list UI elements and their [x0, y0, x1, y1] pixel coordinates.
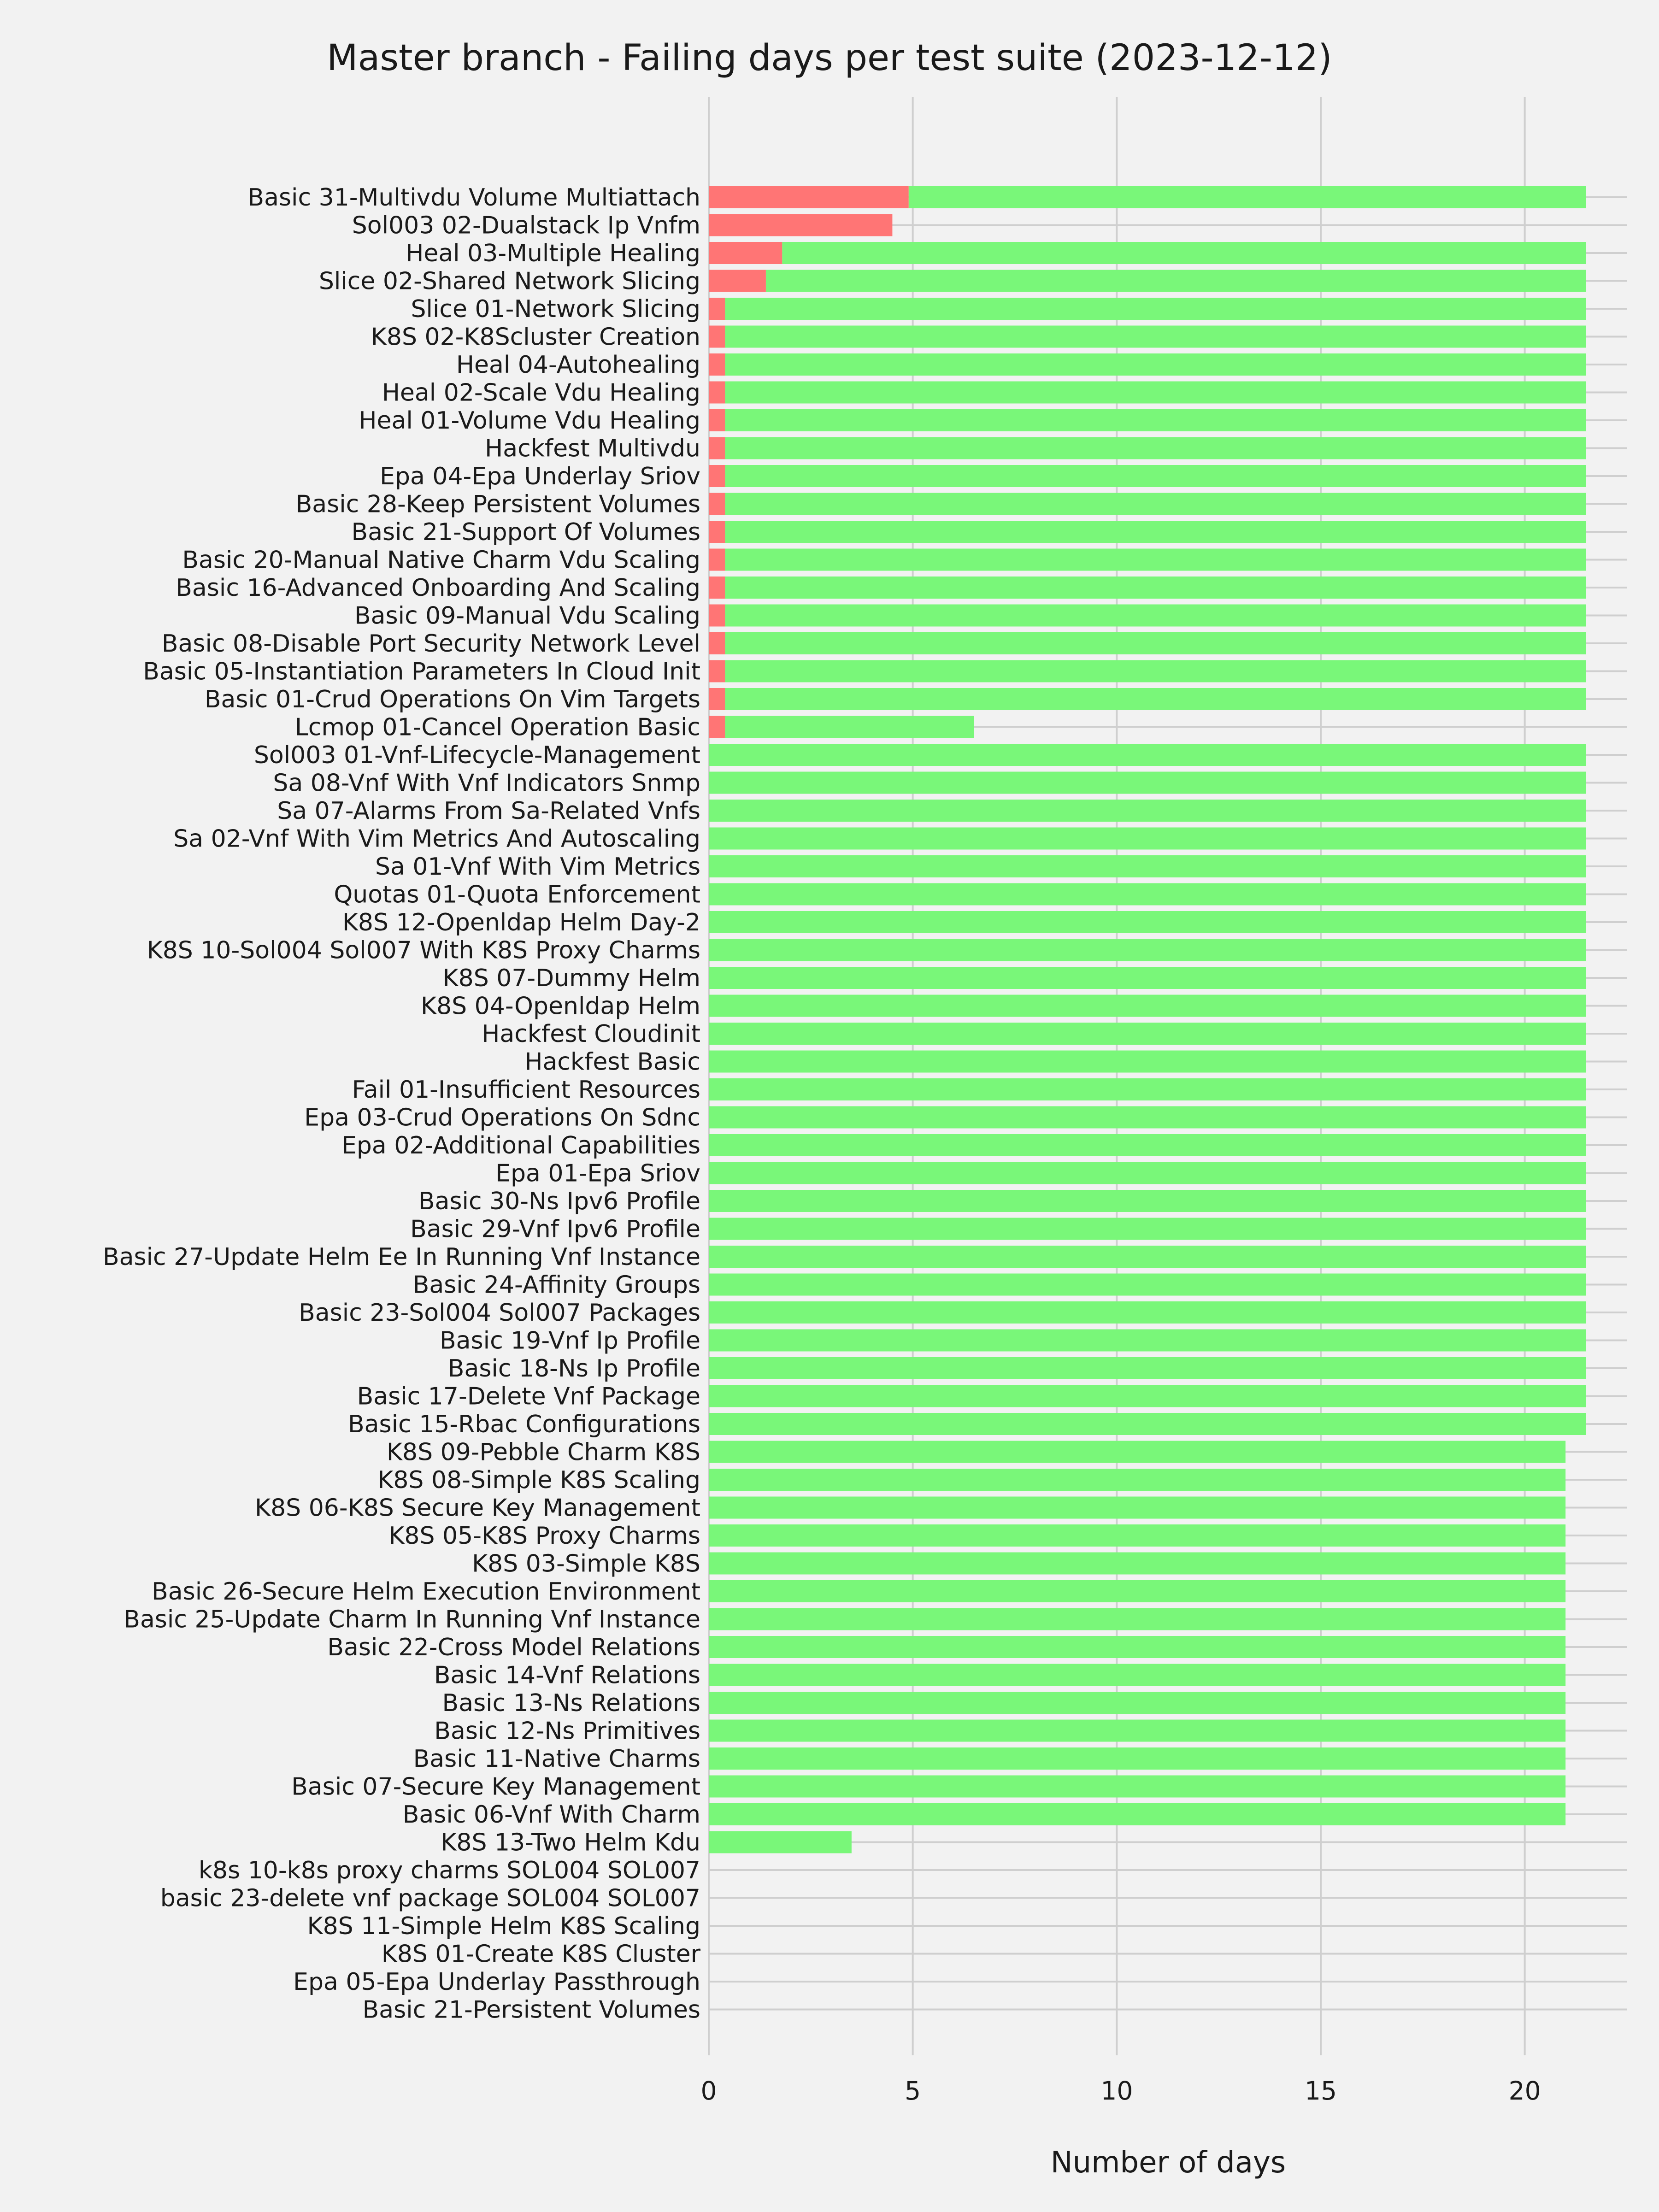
bar-failing [709, 186, 909, 208]
bar-failing [709, 688, 725, 710]
bar-passing [725, 437, 1586, 459]
bar-passing [709, 1441, 1565, 1463]
category-label: K8S 02-K8Scluster Creation [371, 323, 700, 351]
bar-passing [709, 1134, 1586, 1156]
bar-passing [709, 1636, 1565, 1658]
category-label: Sa 01-Vnf With Vim Metrics [375, 853, 700, 881]
category-label: Sa 08-Vnf With Vnf Indicators Snmp [273, 769, 700, 797]
category-label: Basic 28-Keep Persistent Volumes [295, 490, 700, 518]
bar-passing [709, 967, 1586, 989]
bar-passing [725, 577, 1586, 599]
category-label: Basic 05-Instantiation Parameters In Cloud Init [143, 658, 700, 686]
bar-failing [709, 214, 892, 236]
category-label: K8S 11-Simple Helm K8S Scaling [307, 1912, 700, 1940]
category-label: K8S 13-Two Helm Kdu [441, 1829, 700, 1857]
bar-failing [709, 521, 725, 543]
category-label: Hackfest Cloudinit [482, 1020, 700, 1048]
category-label: K8S 03-Simple K8S [472, 1550, 700, 1578]
category-label: Basic 29-Vnf Ipv6 Profile [410, 1215, 700, 1243]
bar-passing [709, 1357, 1586, 1379]
category-label: Basic 31-Multivdu Volume Multiattach [247, 184, 700, 212]
category-label: K8S 10-Sol004 Sol007 With K8S Proxy Charms [147, 936, 700, 965]
bar-passing [709, 1162, 1586, 1184]
bar-passing [725, 382, 1586, 404]
bar-failing [709, 549, 725, 571]
category-label: K8S 07-Dummy Helm [442, 965, 700, 992]
category-label: Basic 16-Advanced Onboarding And Scaling [176, 574, 700, 602]
category-label: Sa 02-Vnf With Vim Metrics And Autoscaling [173, 825, 700, 853]
category-label: K8S 09-Pebble Charm K8S [386, 1438, 700, 1466]
category-label: Lcmop 01-Cancel Operation Basic [294, 713, 700, 741]
category-label: Basic 26-Secure Helm Execution Environment [152, 1578, 700, 1606]
bar-passing [709, 1301, 1586, 1324]
category-label: Basic 21-Persistent Volumes [362, 1996, 700, 2024]
x-tick-label: 0 [700, 2076, 717, 2106]
bar-passing [725, 688, 1586, 710]
category-label: Heal 02-Scale Vdu Healing [382, 379, 700, 407]
bar-failing [709, 577, 725, 599]
category-label: Basic 13-Ns Relations [442, 1689, 700, 1717]
x-tick-label: 10 [1100, 2076, 1133, 2106]
bar-passing [709, 1776, 1565, 1798]
bar-passing [709, 883, 1586, 906]
bar-passing [725, 549, 1586, 571]
bar-passing [725, 465, 1586, 487]
category-label: Heal 04-Autohealing [456, 351, 700, 379]
x-tick-label: 5 [905, 2076, 921, 2106]
bar-passing [725, 326, 1586, 348]
bar-passing [725, 298, 1586, 320]
bar-passing [709, 1803, 1565, 1825]
bar-passing [709, 1023, 1586, 1045]
category-label: Epa 04-Epa Underlay Sriov [380, 463, 700, 490]
category-label: Slice 01-Network Slicing [411, 295, 700, 323]
category-label: Hackfest Multivdu [485, 435, 700, 463]
bar-failing [709, 437, 725, 459]
bar-failing [709, 660, 725, 682]
category-label: Basic 18-Ns Ip Profile [447, 1355, 700, 1382]
bar-passing [725, 493, 1586, 515]
bar-failing [709, 242, 782, 264]
bar-failing [709, 605, 725, 627]
bar-passing [709, 1524, 1565, 1547]
bar-passing [725, 716, 974, 738]
category-label: Basic 30-Ns Ipv6 Profile [418, 1188, 700, 1215]
category-label: Fail 01-Insufficient Resources [352, 1076, 700, 1104]
bar-passing [709, 1274, 1586, 1296]
category-label: K8S 05-K8S Proxy Charms [388, 1522, 700, 1550]
bar-failing [709, 298, 725, 320]
bar-passing [709, 744, 1586, 766]
category-label: Basic 08-Disable Port Security Network Level [161, 630, 700, 658]
bar-passing [709, 911, 1586, 933]
x-axis-label: Number of days [1050, 2146, 1286, 2180]
category-label: Basic 11-Native Charms [413, 1745, 700, 1773]
bar-passing [709, 1553, 1565, 1575]
bar-passing [709, 1051, 1586, 1073]
category-label: basic 23-delete vnf package SOL004 SOL007 [160, 1884, 700, 1912]
category-label: Epa 01-Epa Sriov [495, 1159, 700, 1188]
bar-passing [709, 1608, 1565, 1630]
bar-passing [709, 995, 1586, 1017]
bar-passing [709, 1497, 1565, 1519]
category-label: Basic 07-Secure Key Management [291, 1773, 700, 1801]
bar-passing [709, 1246, 1586, 1268]
category-label: k8s 10-k8s proxy charms SOL004 SOL007 [198, 1857, 700, 1884]
category-label: Epa 03-Crud Operations On Sdnc [304, 1104, 700, 1132]
bar-passing [725, 353, 1586, 376]
bar-failing [709, 632, 725, 654]
bar-failing [709, 465, 725, 487]
category-label: Basic 01-Crud Operations On Vim Targets [204, 686, 700, 713]
bar-passing [725, 605, 1586, 627]
category-label: Basic 09-Manual Vdu Scaling [354, 602, 700, 630]
bar-passing [725, 409, 1586, 431]
bar-passing [709, 1831, 852, 1853]
bar-failing [709, 409, 725, 431]
category-label: K8S 12-Openldap Helm Day-2 [342, 909, 700, 936]
category-label: Basic 22-Cross Model Relations [327, 1634, 700, 1661]
category-label: Basic 27-Update Helm Ee In Running Vnf Instance [102, 1243, 700, 1271]
bar-passing [709, 1747, 1565, 1770]
bar-passing [709, 772, 1586, 794]
bar-passing [709, 939, 1586, 961]
bar-passing [782, 242, 1586, 264]
category-label: Sol003 02-Dualstack Ip Vnfm [352, 212, 700, 240]
bar-passing [709, 828, 1586, 850]
bar-passing [709, 855, 1586, 877]
bar-passing [709, 1720, 1565, 1742]
bar-passing [725, 521, 1586, 543]
bar-passing [709, 1413, 1586, 1435]
category-label: Sa 07-Alarms From Sa-Related Vnfs [277, 797, 700, 825]
category-label: K8S 04-Openldap Helm [420, 992, 700, 1020]
category-label: Basic 24-Affinity Groups [412, 1271, 700, 1299]
bar-passing [709, 1190, 1586, 1212]
category-label: Slice 02-Shared Network Slicing [318, 267, 700, 295]
category-label: K8S 08-Simple K8S Scaling [377, 1466, 700, 1494]
category-label: Basic 23-Sol004 Sol007 Packages [299, 1299, 700, 1327]
category-label: Basic 17-Delete Vnf Package [357, 1382, 700, 1411]
category-label: Basic 14-Vnf Relations [434, 1661, 700, 1689]
category-label: Basic 25-Update Charm In Running Vnf Instance [124, 1606, 700, 1634]
category-label: Basic 19-Vnf Ip Profile [439, 1327, 700, 1355]
bar-failing [709, 493, 725, 515]
category-label: Sol003 01-Vnf-Lifecycle-Management [253, 741, 700, 769]
x-tick-label: 15 [1305, 2076, 1337, 2106]
bar-failing [709, 270, 766, 292]
bar-passing [766, 270, 1586, 292]
bar-passing [709, 1106, 1586, 1129]
category-label: Basic 15-Rbac Configurations [348, 1411, 700, 1438]
bar-passing [709, 1218, 1586, 1240]
bar-passing [709, 1664, 1565, 1686]
category-label: Hackfest Basic [524, 1048, 700, 1076]
bar-passing [709, 1385, 1586, 1407]
bar-passing [709, 1330, 1586, 1352]
chart-title: Master branch - Failing days per test suite (2023-12-12) [327, 37, 1332, 79]
bar-passing [725, 660, 1586, 682]
bar-passing [709, 1078, 1586, 1100]
bar-passing [709, 1580, 1565, 1602]
bar-failing [709, 382, 725, 404]
bar-failing [709, 716, 725, 738]
category-label: Basic 20-Manual Native Charm Vdu Scaling [182, 546, 700, 574]
x-tick-label: 20 [1508, 2076, 1541, 2106]
category-label: Epa 05-Epa Underlay Passthrough [293, 1968, 700, 1996]
bar-passing [709, 1469, 1565, 1491]
bar-passing [909, 186, 1586, 208]
category-label: Heal 03-Multiple Healing [406, 240, 700, 267]
category-label: K8S 06-K8S Secure Key Management [254, 1494, 700, 1522]
category-label: Quotas 01-Quota Enforcement [334, 881, 700, 909]
category-label: Basic 12-Ns Primitives [434, 1717, 700, 1745]
category-label: Basic 21-Support Of Volumes [351, 518, 700, 546]
bar-passing [709, 800, 1586, 822]
bar-failing [709, 353, 725, 376]
bar-passing [725, 632, 1586, 654]
category-label: Heal 01-Volume Vdu Healing [359, 407, 700, 435]
bar-failing [709, 326, 725, 348]
bar-passing [709, 1692, 1565, 1714]
category-label: Basic 06-Vnf With Charm [402, 1801, 700, 1829]
category-label: K8S 01-Create K8S Cluster [381, 1940, 700, 1968]
category-label: Epa 02-Additional Capabilities [341, 1132, 700, 1159]
